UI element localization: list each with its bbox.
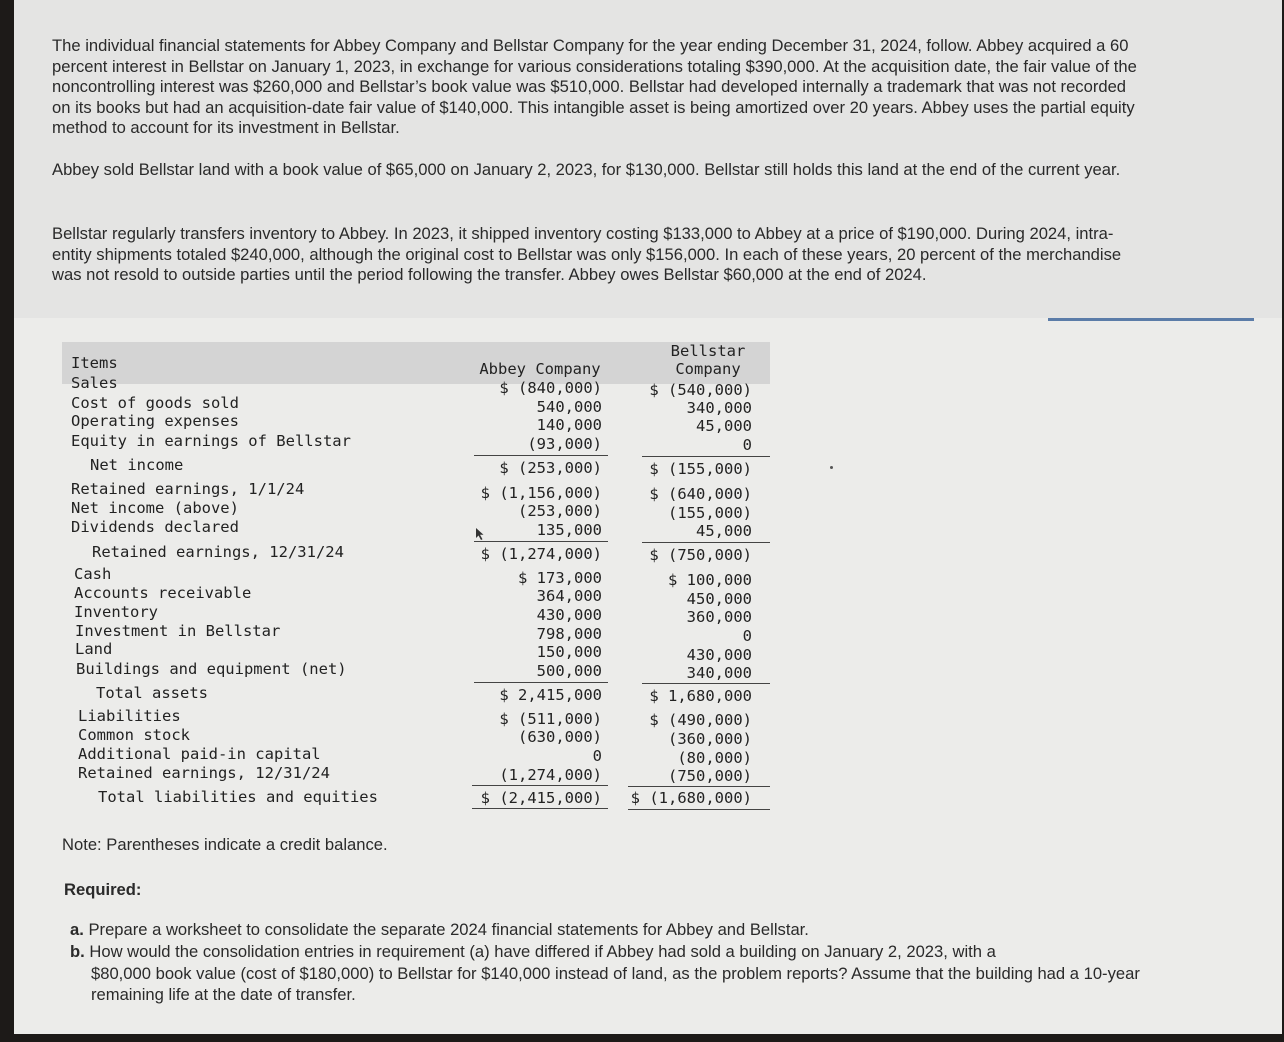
row-label-operating-expenses: Operating expenses (71, 412, 239, 430)
row-label-accounts-receivable: Accounts receivable (74, 584, 252, 602)
row-label-retained-earnings-begin: Retained earnings, 1/1/24 (71, 480, 305, 498)
abbey-total-assets: $ 2,415,000 (499, 686, 602, 704)
header-abbey-company: Abbey Company (479, 360, 601, 378)
financial-statements-table (62, 340, 772, 808)
row-label-common-stock: Common stock (78, 726, 190, 744)
row-label-liabilities: Liabilities (78, 707, 181, 725)
underline-net-income-bellstar (642, 456, 770, 457)
row-label-retained-earnings-end: Retained earnings, 12/31/24 (92, 543, 344, 561)
abbey-retained-earnings-begin: $ (1,156,000) (480, 484, 602, 502)
bellstar-additional-paid-in-capital: (80,000) (677, 749, 752, 767)
abbey-land: 150,000 (536, 643, 602, 661)
abbey-inventory: 430,000 (536, 606, 602, 624)
bellstar-retained-earnings-begin: $ (640,000) (649, 485, 752, 503)
requirement-b-tag: b. (70, 942, 85, 961)
bellstar-total-liabilities-equities: $ (1,680,000) (630, 789, 752, 807)
abbey-dividends: 135,000 (536, 521, 602, 539)
bellstar-accounts-receivable: 450,000 (686, 590, 752, 608)
header-bellstar-line2: Company (675, 360, 741, 378)
bellstar-dividends: 45,000 (696, 522, 752, 540)
underline-retained-bellstar (642, 542, 770, 543)
abbey-total-liabilities-equities: $ (2,415,000) (480, 789, 602, 807)
requirement-b-text-line1: How would the consolidation entries in requirement (a) have differed if Abbey had sold a building on January 2, 2023, with a (89, 942, 996, 961)
double-underline-bellstar (628, 809, 770, 810)
row-label-buildings-equipment: Buildings and equipment (net) (76, 660, 347, 678)
underline-retained-abbey (474, 541, 608, 542)
bellstar-investment-in-bellstar: 0 (742, 627, 752, 645)
required-heading: Required: (64, 880, 142, 899)
bellstar-liabilities: $ (490,000) (649, 711, 752, 729)
underline-total-assets-bellstar (642, 683, 770, 684)
row-label-inventory: Inventory (74, 603, 158, 621)
intro-paragraph-2: Abbey sold Bellstar land with a book value of $65,000 on January 2, 2023, for $130,000. Bellstar still holds this land at the end of the current year. (52, 160, 1121, 179)
row-label-equity-earnings: Equity in earnings of Bellstar (71, 432, 351, 450)
requirement-a-text: Prepare a worksheet to consolidate the separate 2024 financial statements for Abbey and Bellstar. (88, 920, 809, 939)
abbey-cash: $ 173,000 (518, 569, 602, 587)
bellstar-total-assets: $ 1,680,000 (649, 687, 752, 705)
abbey-operating-expenses: 140,000 (536, 416, 602, 434)
bellstar-net-income: $ (155,000) (649, 460, 752, 478)
bellstar-cogs: 340,000 (686, 399, 752, 417)
abbey-retained-earnings-end: $ (1,274,000) (480, 545, 602, 563)
bellstar-buildings-equipment: 340,000 (686, 664, 752, 682)
intro-paragraph-1: The individual financial statements for Abbey Company and Bellstar Company for the year ending December 31, 2024, follow. Abbey acquired a 60 percent interest in Bellstar on January 1, 2023, in exchange for various considerations totaling $390,000. At the acquisition date, the fair value of the noncontrolling interest was $260,000 and Bellstar’s book value was $510,000. Bellstar had developed internally a trademark that was not recorded on its books but had an acquisition-date fair value of $140,000. This intangible asset is being amortized over 20 years. Abbey uses the partial equity method to account for its investment in Bellstar. (52, 36, 1137, 137)
bellstar-retained-earnings-balance: (750,000) (668, 767, 752, 785)
bellstar-land: 430,000 (686, 646, 752, 664)
row-label-total-liabilities-equities: Total liabilities and equities (98, 788, 378, 806)
double-underline-abbey (472, 808, 608, 809)
requirement-a-tag: a. (70, 920, 84, 939)
bellstar-sales: $ (540,000) (649, 381, 752, 399)
bellstar-retained-earnings-end: $ (750,000) (649, 546, 752, 564)
bellstar-operating-expenses: 45,000 (696, 417, 752, 435)
underline-net-income-abbey (474, 455, 608, 456)
abbey-accounts-receivable: 364,000 (536, 587, 602, 605)
abbey-sales: $ (840,000) (499, 379, 602, 397)
abbey-liabilities: $ (511,000) (499, 710, 602, 728)
mouse-pointer-icon (475, 527, 485, 541)
bellstar-net-income-above: (155,000) (668, 504, 752, 522)
abbey-net-income-above: (253,000) (518, 502, 602, 520)
row-label-cash: Cash (74, 565, 112, 583)
requirement-a (70, 919, 809, 941)
underline-total-le-abbey (472, 785, 608, 786)
abbey-buildings-equipment: 500,000 (536, 662, 602, 680)
header-bellstar-line1: Bellstar (670, 342, 746, 360)
row-label-dividends: Dividends declared (71, 518, 239, 536)
row-label-sales: Sales (71, 374, 118, 392)
abbey-equity-earnings: (93,000) (527, 435, 602, 453)
row-label-net-income-above: Net income (above) (71, 499, 239, 517)
bellstar-cash: $ 100,000 (668, 571, 752, 589)
abbey-additional-paid-in-capital: 0 (592, 747, 602, 765)
intro-paragraph-3: Bellstar regularly transfers inventory to Abbey. In 2023, it shipped inventory costing $133,000 to Abbey at a price of $190,000. During 2024, intra-entity shipments totaled $240,000, although the original cost to Bellstar was only $156,000. In each of these years, 20 percent of the merchandise was not resold to outside parties until the period following the transfer. Abbey owes Bellstar $60,000 at the end of 2024. (52, 224, 1122, 284)
stray-dot (830, 466, 833, 469)
row-label-investment-in-bellstar: Investment in Bellstar (75, 622, 281, 640)
bellstar-common-stock: (360,000) (668, 730, 752, 748)
abbey-net-income: $ (253,000) (499, 459, 602, 477)
abbey-common-stock: (630,000) (518, 728, 602, 746)
row-label-additional-paid-in-capital: Additional paid-in capital (78, 745, 321, 763)
abbey-cogs: 540,000 (536, 398, 602, 416)
row-label-retained-earnings-balance: Retained earnings, 12/31/24 (78, 764, 330, 782)
underline-total-le-bellstar (628, 786, 770, 787)
abbey-retained-earnings-balance: (1,274,000) (499, 766, 602, 784)
row-label-net-income: Net income (90, 456, 184, 474)
row-label-cogs: Cost of goods sold (71, 394, 239, 412)
requirement-b (70, 941, 1180, 1006)
header-items: Items (71, 354, 118, 372)
underline-total-assets-abbey (474, 682, 608, 683)
row-label-total-assets: Total assets (96, 684, 208, 702)
abbey-investment-in-bellstar: 798,000 (536, 625, 602, 643)
bellstar-equity-earnings: 0 (742, 436, 752, 454)
requirement-b-text-rest: $80,000 book value (cost of $180,000) to Bellstar for $140,000 instead of land, as the problem reports? Assume that the building had a 10-year remaining life at the date of transfer. (91, 963, 1140, 1004)
credit-balance-note: Note: Parentheses indicate a credit balance. (62, 835, 388, 854)
bellstar-inventory: 360,000 (686, 608, 752, 626)
row-label-land: Land (75, 640, 113, 658)
divider-line (1048, 318, 1254, 321)
